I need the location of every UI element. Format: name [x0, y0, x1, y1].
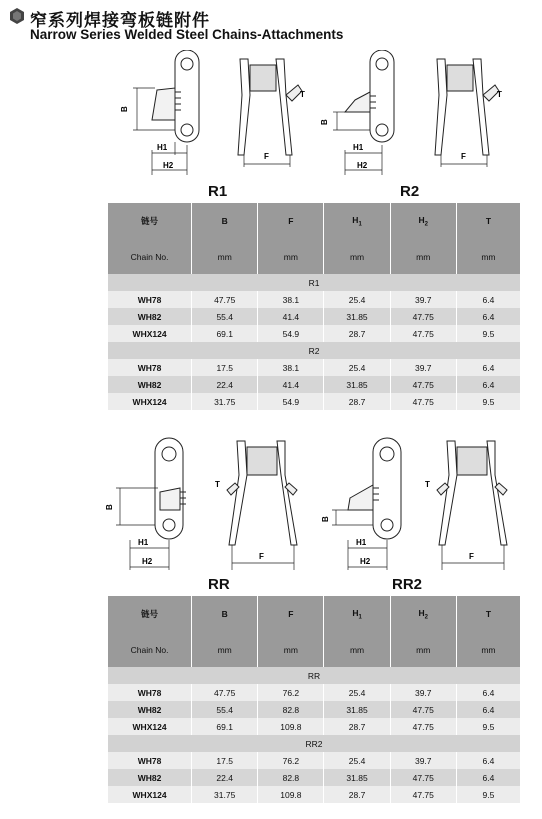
value-cell: 6.4: [456, 291, 520, 308]
value-cell: 31.85: [324, 701, 390, 718]
dim-h1-label: H1: [157, 143, 168, 152]
value-cell: 55.4: [192, 308, 258, 325]
chain-no-cell: WH82: [108, 701, 192, 718]
chain-no-cell: WHX124: [108, 393, 192, 410]
value-cell: 6.4: [456, 376, 520, 393]
value-cell: 22.4: [192, 376, 258, 393]
value-cell: 41.4: [258, 308, 324, 325]
chain-no-cell: WH78: [108, 752, 192, 769]
value-cell: 28.7: [324, 718, 390, 735]
figure-label-rr2: RR2: [392, 576, 423, 593]
dim-b-label: B: [320, 119, 329, 125]
unit-cell: mm: [390, 239, 456, 274]
value-cell: 82.8: [258, 701, 324, 718]
header-cell: $H_2$: [390, 596, 456, 632]
value-cell: 47.75: [390, 393, 456, 410]
value-cell: 17.5: [192, 359, 258, 376]
value-cell: 69.1: [192, 718, 258, 735]
header-cell: B: [192, 596, 258, 632]
unit-cell: mm: [456, 239, 520, 274]
table-row: [108, 376, 520, 393]
value-cell: 55.4: [192, 701, 258, 718]
value-cell: 25.4: [324, 684, 390, 701]
value-cell: 6.4: [456, 684, 520, 701]
dim-h1-label: H1: [138, 538, 149, 547]
value-cell: 9.5: [456, 786, 520, 803]
value-cell: 22.4: [192, 769, 258, 786]
dim-f-label: F: [469, 552, 474, 561]
dim-t-label: T: [300, 90, 305, 99]
header-cell: B: [192, 203, 258, 239]
value-cell: 25.4: [324, 359, 390, 376]
dim-h2-label: H2: [163, 161, 174, 170]
table-row: [108, 786, 520, 803]
value-cell: 76.2: [258, 752, 324, 769]
dim-h2-label: H2: [357, 161, 368, 170]
value-cell: 39.7: [390, 291, 456, 308]
value-cell: 47.75: [390, 308, 456, 325]
value-cell: 28.7: [324, 325, 390, 342]
title-chinese: 窄系列焊接弯板链附件: [30, 11, 210, 31]
value-cell: 47.75: [390, 769, 456, 786]
value-cell: 6.4: [456, 752, 520, 769]
value-cell: 25.4: [324, 291, 390, 308]
table-row: [108, 752, 520, 769]
value-cell: 6.4: [456, 359, 520, 376]
chain-no-cell: WH82: [108, 769, 192, 786]
table-row: [108, 769, 520, 786]
figure-label-rr: RR: [208, 576, 230, 593]
unit-cell: mm: [192, 632, 258, 667]
dim-b-label: B: [120, 106, 129, 112]
value-cell: 39.7: [390, 684, 456, 701]
section-label: R2: [108, 342, 520, 359]
unit-cell: mm: [456, 632, 520, 667]
chain-no-cell: WH78: [108, 684, 192, 701]
value-cell: 31.85: [324, 769, 390, 786]
table-row: [108, 308, 520, 325]
value-cell: 39.7: [390, 752, 456, 769]
table-row: [108, 684, 520, 701]
value-cell: 28.7: [324, 786, 390, 803]
value-cell: 47.75: [390, 786, 456, 803]
chain-no-cell: WH78: [108, 291, 192, 308]
value-cell: 109.8: [258, 718, 324, 735]
section-label: R1: [108, 274, 520, 291]
dim-h2-label: H2: [142, 557, 153, 566]
table-row: [108, 325, 520, 342]
unit-cell: mm: [258, 632, 324, 667]
dim-t-label: T: [425, 480, 430, 489]
table-header-row: [108, 596, 520, 632]
value-cell: 38.1: [258, 359, 324, 376]
dim-h1-label: H1: [356, 538, 367, 547]
value-cell: 54.9: [258, 393, 324, 410]
unit-cell: Chain No.: [108, 239, 192, 274]
unit-cell: Chain No.: [108, 632, 192, 667]
rr-front-view-drawing: [205, 435, 325, 575]
value-cell: 6.4: [456, 769, 520, 786]
table-header-row: [108, 203, 520, 239]
value-cell: 69.1: [192, 325, 258, 342]
title-english: Narrow Series Welded Steel Chains-Attachments: [30, 27, 344, 42]
section-label: RR2: [108, 735, 520, 752]
dim-f-label: F: [264, 152, 269, 161]
rr2-side-view-drawing: [318, 430, 428, 575]
table-row: [108, 359, 520, 376]
dim-t-label: T: [497, 90, 502, 99]
hexagon-bullet-icon: [8, 7, 26, 25]
spec-table-r1-r2: [108, 203, 520, 410]
unit-cell: mm: [258, 239, 324, 274]
dim-h2-label: H2: [360, 557, 371, 566]
spec-table-rr-rr2: [108, 596, 520, 803]
chain-no-cell: WHX124: [108, 718, 192, 735]
value-cell: 9.5: [456, 718, 520, 735]
value-cell: 31.75: [192, 786, 258, 803]
r2-front-view-drawing: [425, 55, 510, 170]
dim-b-label: B: [321, 516, 330, 522]
table-row: [108, 718, 520, 735]
rr2-front-view-drawing: [415, 435, 535, 575]
chain-no-cell: WHX124: [108, 325, 192, 342]
value-cell: 47.75: [390, 718, 456, 735]
value-cell: 31.85: [324, 376, 390, 393]
section-label: RR: [108, 667, 520, 684]
dim-b-label: B: [105, 504, 114, 510]
value-cell: 39.7: [390, 359, 456, 376]
value-cell: 38.1: [258, 291, 324, 308]
r1-front-view-drawing: [228, 55, 313, 170]
value-cell: 47.75: [390, 325, 456, 342]
value-cell: 47.75: [390, 376, 456, 393]
figure-label-r1: R1: [208, 183, 228, 200]
table-row: [108, 701, 520, 718]
value-cell: 31.75: [192, 393, 258, 410]
header-cell: $H_2$: [390, 203, 456, 239]
dim-t-label: T: [215, 480, 220, 489]
value-cell: 109.8: [258, 786, 324, 803]
value-cell: 9.5: [456, 393, 520, 410]
table-header-unit-row: [108, 239, 520, 274]
value-cell: 6.4: [456, 701, 520, 718]
value-cell: 47.75: [192, 684, 258, 701]
value-cell: 47.75: [390, 701, 456, 718]
table-header-unit-row: [108, 632, 520, 667]
value-cell: 76.2: [258, 684, 324, 701]
chain-no-cell: WHX124: [108, 786, 192, 803]
section-header-row: [108, 274, 520, 291]
header-cell: 链号: [108, 596, 192, 632]
value-cell: 9.5: [456, 325, 520, 342]
table-row: [108, 291, 520, 308]
header-cell: $H_1$: [324, 203, 390, 239]
table-row: [108, 393, 520, 410]
chain-no-cell: WH82: [108, 308, 192, 325]
value-cell: 82.8: [258, 769, 324, 786]
value-cell: 28.7: [324, 393, 390, 410]
header-cell: F: [258, 596, 324, 632]
header-cell: T: [456, 596, 520, 632]
dim-f-label: F: [461, 152, 466, 161]
section-header-row: [108, 667, 520, 684]
header-cell: T: [456, 203, 520, 239]
value-cell: 47.75: [192, 291, 258, 308]
unit-cell: mm: [192, 239, 258, 274]
rr-side-view-drawing: [100, 430, 210, 575]
r2-side-view-drawing: [315, 50, 420, 180]
value-cell: 54.9: [258, 325, 324, 342]
dim-h1-label: H1: [353, 143, 364, 152]
section-header-row: [108, 342, 520, 359]
chain-no-cell: WH82: [108, 376, 192, 393]
value-cell: 31.85: [324, 308, 390, 325]
r1-side-view-drawing: [115, 50, 220, 180]
unit-cell: mm: [390, 632, 456, 667]
section-header-row: [108, 735, 520, 752]
chain-no-cell: WH78: [108, 359, 192, 376]
value-cell: 17.5: [192, 752, 258, 769]
value-cell: 6.4: [456, 308, 520, 325]
dim-f-label: F: [259, 552, 264, 561]
value-cell: 41.4: [258, 376, 324, 393]
unit-cell: mm: [324, 239, 390, 274]
header-cell: $H_1$: [324, 596, 390, 632]
header-cell: F: [258, 203, 324, 239]
unit-cell: mm: [324, 632, 390, 667]
value-cell: 25.4: [324, 752, 390, 769]
figure-label-r2: R2: [400, 183, 420, 200]
header-cell: 链号: [108, 203, 192, 239]
